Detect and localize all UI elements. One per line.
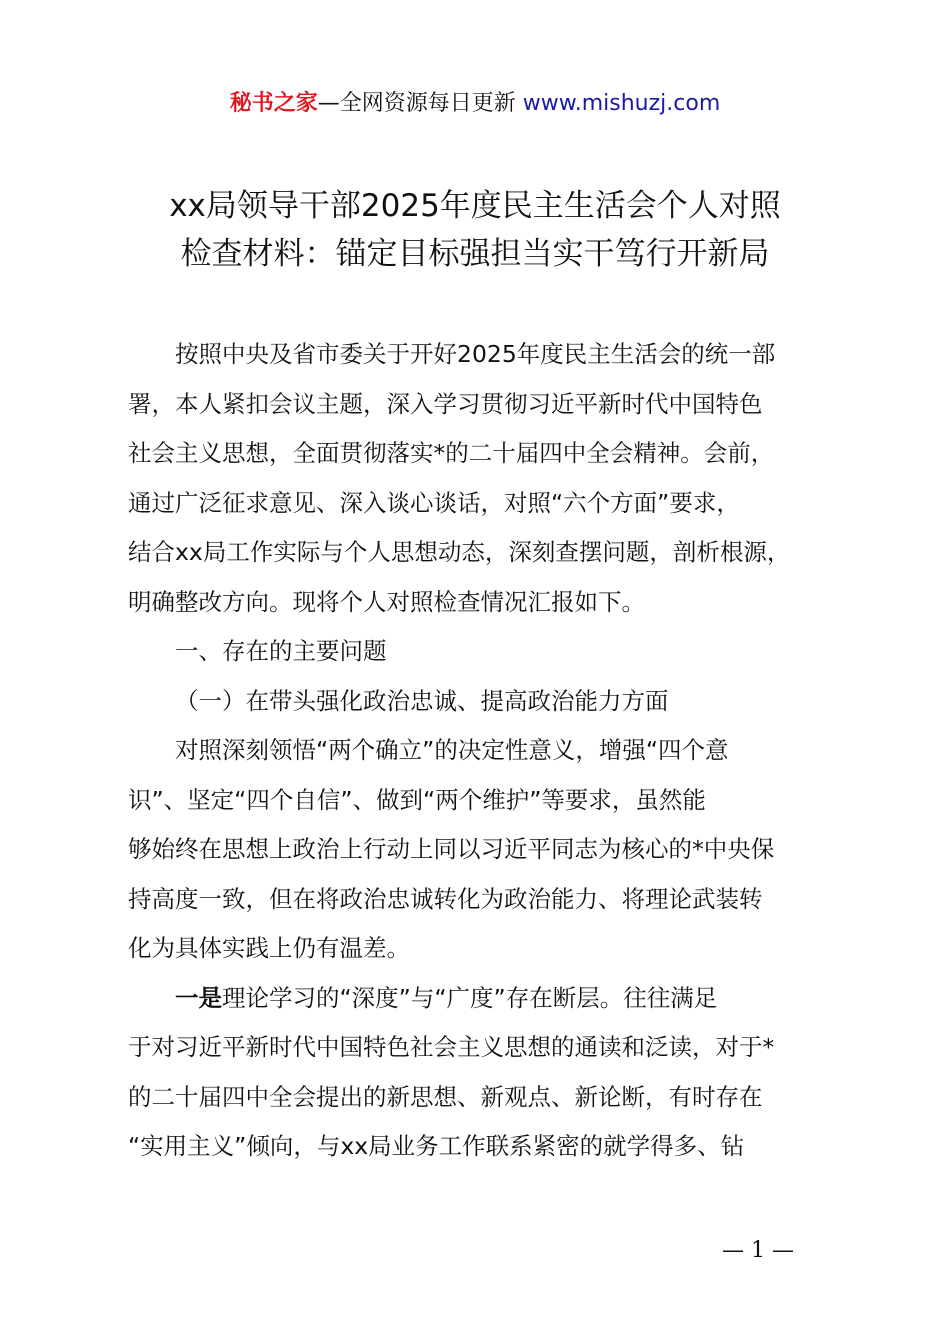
paragraph-line: 的二十届四中全会提出的新思想、新观点、新论断，有时存在 <box>128 1082 763 1111</box>
paragraph-line: 结合xx局工作实际与个人思想动态，深刻查摆问题，剖析根源， <box>128 538 791 566</box>
paragraph-line: 于对习近平新时代中国特色社会主义思想的通读和泛读，对于* <box>128 1033 775 1061</box>
paragraph-line: “实用主义”倾向，与xx局业务工作联系紧密的就学得多、钻 <box>128 1132 745 1160</box>
brand-name: 秘书之家 <box>229 91 318 116</box>
paragraph-line: 明确整改方向。现将个人对照检查情况汇报如下。 <box>128 587 645 616</box>
paragraph-line: 持高度一致，但在将政治忠诚转化为政治能力、将理论武装转 <box>128 884 763 913</box>
title-line-1: xx局领导干部2025年度民主生活会个人对照 <box>169 188 781 224</box>
page-number: — 1 — <box>722 1238 794 1263</box>
paragraph-line <box>128 974 858 1024</box>
paragraph-line: 化为具体实践上仍有温差。 <box>128 934 410 962</box>
subsection-heading: （一）在带头强化政治忠诚、提高政治能力方面 <box>175 686 669 715</box>
paragraph-line: 署，本人紧扣会议主题，深入学习贯彻习近平新时代中国特色 <box>128 389 763 418</box>
third-paragraph <box>128 974 858 1172</box>
point-label: 一是 <box>175 983 222 1012</box>
paragraph-line: 够始终在思想上政治上行动上同以习近平同志为核心的*中央保 <box>128 835 775 863</box>
section-heading: 一、存在的主要问题 <box>175 637 387 665</box>
paragraph-line: 通过广泛征求意见、深入谈心谈话，对照“六个方面”要求， <box>128 488 740 517</box>
site-url-link[interactable]: www.mishuzj.com <box>522 91 721 116</box>
paragraph-line: 按照中央及省市委关于开好2025年度民主生活会的统一部 <box>175 340 776 368</box>
second-paragraph <box>128 726 858 974</box>
header-tagline: —全网资源每日更新 <box>317 91 523 116</box>
paragraph-line: 对照深刻领悟“两个确立”的决定性意义，增强“四个意 <box>175 736 729 764</box>
document-title <box>100 182 850 278</box>
document-body <box>128 330 858 1172</box>
site-header <box>0 88 950 120</box>
paragraph-line: 识”、坚定“四个自信”、做到“两个维护”等要求，虽然能 <box>128 785 706 814</box>
title-line-2: 检查材料：锚定目标强担当实干笃行开新局 <box>180 236 770 272</box>
point-text: 理论学习的“深度”与“广度”存在断层。往往满足 <box>222 983 718 1012</box>
paragraph-line: 社会主义思想，全面贯彻落实*的二十届四中全会精神。会前， <box>128 439 775 467</box>
intro-paragraph <box>128 330 858 627</box>
